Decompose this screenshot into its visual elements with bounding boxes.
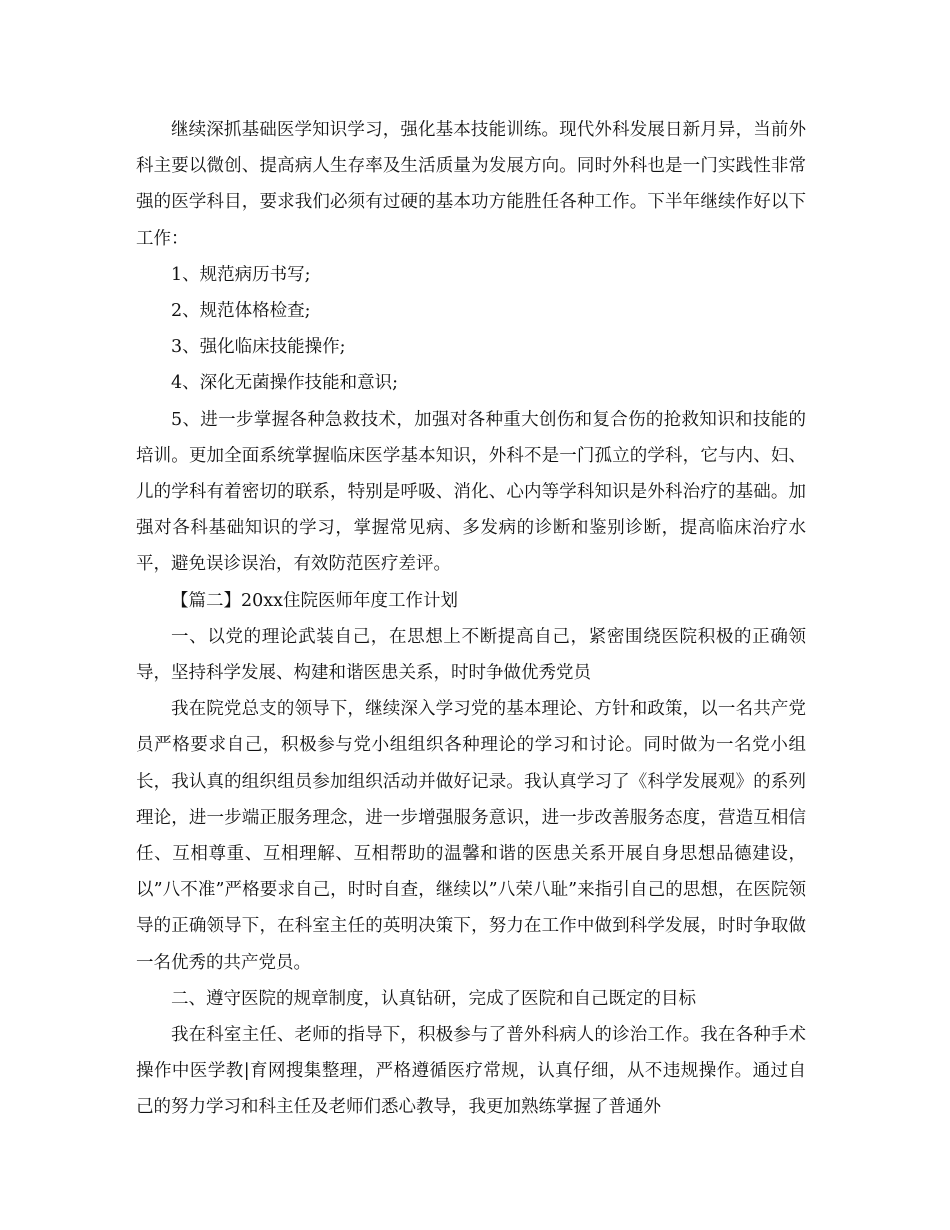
paragraph-party-theory-heading: 一、以党的理论武装自己，在思想上不断提高自己，紧密围绕医院积极的正确领导，坚持科学发展、构建和谐医患关系，时时争做优秀党员 <box>136 626 806 684</box>
paragraph-party-study: 我在院党总支的领导下，继续深入学习党的基本理论、方针和政策，以一名共产党员严格要求自己，积极参与党小组组织各种理论的学习和讨论。同时做为一名党小组长，我认真的组织组员参加组织活动并做好记录。我认真学习了《科学发展观》的系列理论，进一步端正服务理念，进一步增强服务意识，进一步改善服务态度，营造互相信任、互相尊重、互相理解、互相帮助的温馨和谐的医患关系开展自身思想品德建设，以”八不准”严格要求自己，时时自查，继续以”八荣八耻”来指引自己的思想，在医院领导的正确领导下，在科室主任的英明决策下，努力在工作中做到科学发展，时时争取做一名优秀的共产党员。 <box>136 699 806 973</box>
list-item-aseptic-operation: 4、深化无菌操作技能和意识; <box>171 373 399 394</box>
section-heading-part-two: 【篇二】20xx住院医师年度工作计划 <box>171 590 459 611</box>
paragraph-hospital-rules-heading: 二、遵守医院的规章制度，认真钻研，完成了医院和自己既定的目标 <box>171 988 696 1009</box>
paragraph-surgery-training: 继续深抓基础医学知识学习，强化基本技能训练。现代外科发展日新月异，当前外科主要以微创、提高病人生存率及生活质量为发展方向。同时外科也是一门实践性非常强的医学科目，要求我们必须有过硬的基本功方能胜任各种工作。下半年继续作好以下工作： <box>136 120 806 249</box>
list-item-clinical-skills: 3、强化临床技能操作; <box>171 337 346 358</box>
paragraph-emergency-skills: 5、进一步掌握各种急救技术，加强对各种重大创伤和复合伤的抢救知识和技能的培训。更加全面系统掌握临床医学基本知识，外科不是一门孤立的学科，它与内、妇、儿的学科有着密切的联系，特别是呼吸、消化、心内等学科知识是外科治疗的基础。加强对各科基础知识的学习，掌握常见病、多发病的诊断和鉴别诊断，提高临床治疗水平，避免误诊误治，有效防范医疗差评。 <box>136 409 806 575</box>
paragraph-clinical-work: 我在科室主任、老师的指导下，积极参与了普外科病人的诊治工作。我在各种手术操作中医学教|育网搜集整理，严格遵循医疗常规，认真仔细，从不违规操作。通过自己的努力学习和科主任及老师们悉心教导，我更加熟练掌握了普通外 <box>136 1025 806 1118</box>
list-item-physical-exam: 2、规范体格检查; <box>171 301 311 322</box>
document-body <box>136 112 806 1126</box>
list-item-medical-records: 1、规范病历书写; <box>171 264 311 285</box>
